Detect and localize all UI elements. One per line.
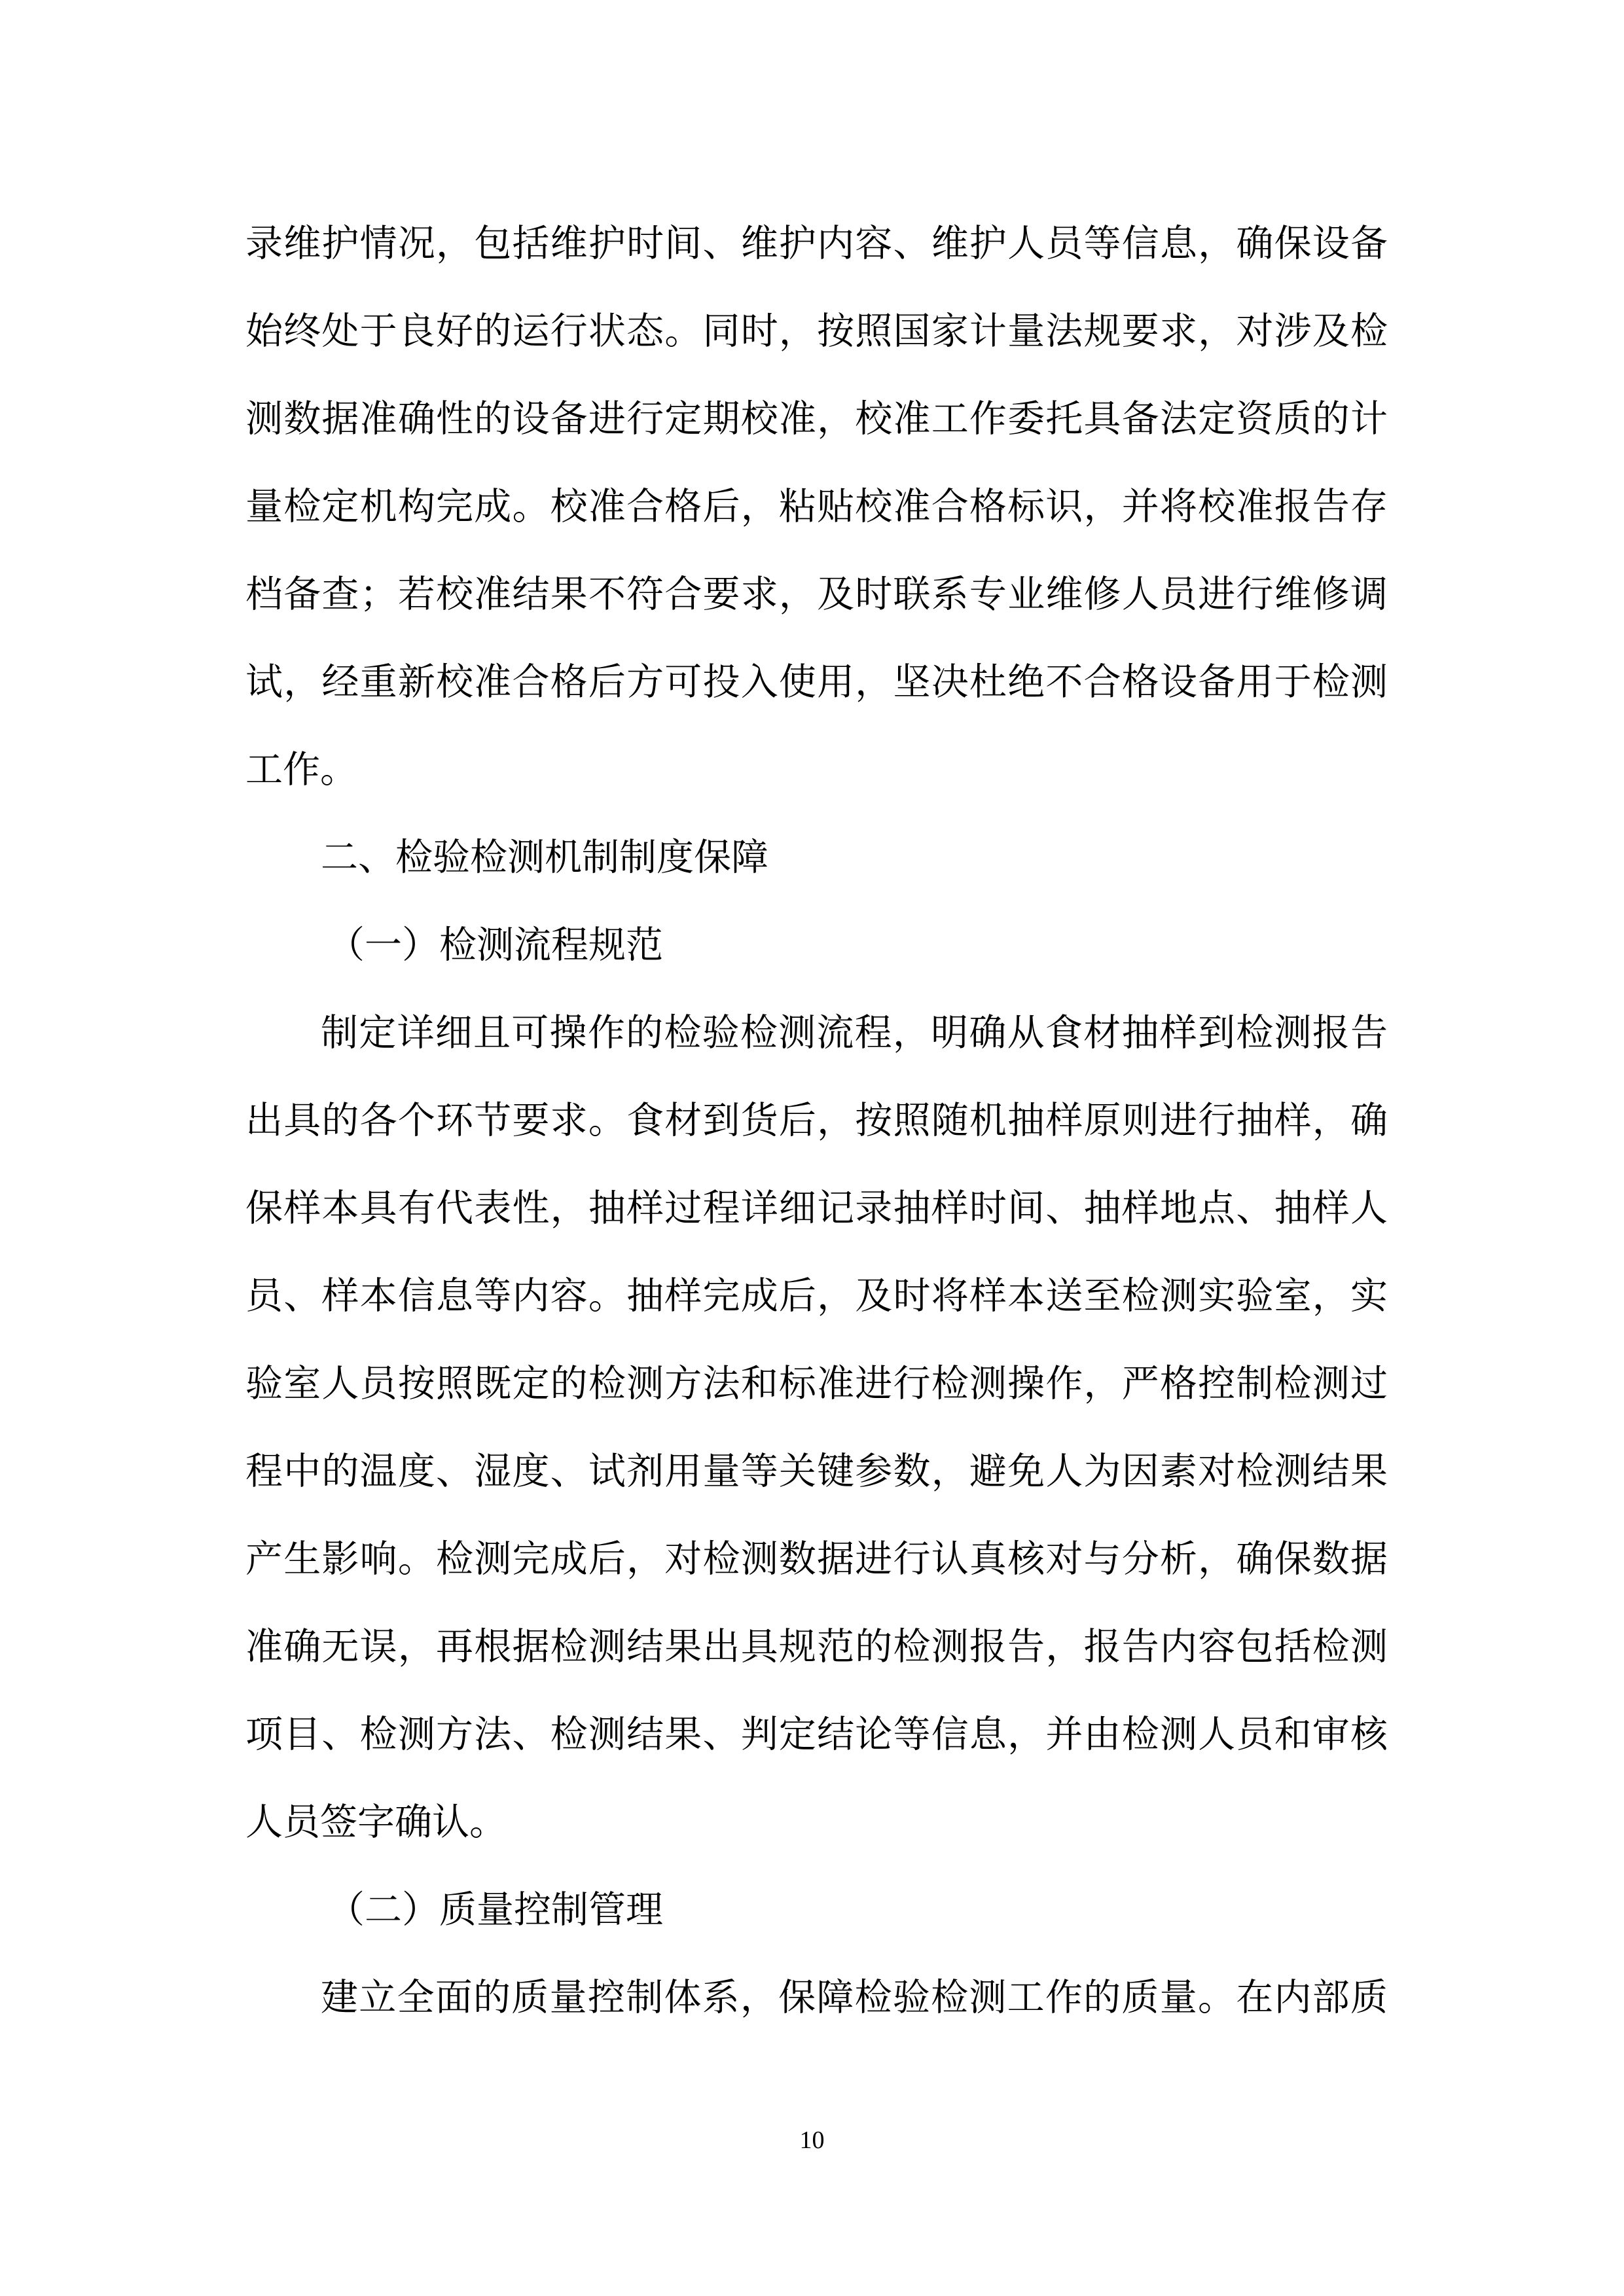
paragraph-line: 测数据准确性的设备进行定期校准，校准工作委托具备法定资质的计 (245, 397, 1388, 440)
section-heading: 二、检验检测机制制度保障 (321, 836, 768, 879)
paragraph-line: 保样本具有代表性，抽样过程详细记录抽样时间、抽样地点、抽样人 (245, 1187, 1388, 1230)
paragraph-line: 档备查；若校准结果不符合要求，及时联系专业维修人员进行维修调 (245, 573, 1388, 616)
paragraph-last-line: 工作。 (245, 748, 357, 791)
paragraph-line: 验室人员按照既定的检测方法和标准进行检测操作，严格控制检测过 (245, 1362, 1388, 1405)
paragraph-line: 录维护情况，包括维护时间、维护内容、维护人员等信息，确保设备 (245, 222, 1388, 265)
paragraph-line: 量检定机构完成。校准合格后，粘贴校准合格标识，并将校准报告存 (245, 485, 1388, 528)
paragraph-line: 产生影响。检测完成后，对检测数据进行认真核对与分析，确保数据 (245, 1537, 1388, 1581)
subsection-heading: （一）检测流程规范 (327, 924, 663, 967)
paragraph-line: 始终处于良好的运行状态。同时，按照国家计量法规要求，对涉及检 (245, 310, 1388, 353)
subsection-heading: （二）质量控制管理 (327, 1888, 663, 1931)
page-number: 10 (799, 2126, 825, 2154)
paragraph-first-line: 制定详细且可操作的检验检测流程，明确从食材抽样到检测报告 (321, 1011, 1388, 1054)
paragraph-last-line: 人员签字确认。 (245, 1801, 507, 1844)
paragraph-first-line: 建立全面的质量控制体系，保障检验检测工作的质量。在内部质 (321, 1976, 1388, 2019)
paragraph-line: 试，经重新校准合格后方可投入使用，坚决杜绝不合格设备用于检测 (245, 660, 1388, 704)
paragraph-line: 准确无误，再根据检测结果出具规范的检测报告，报告内容包括检测 (245, 1625, 1388, 1668)
paragraph-line: 项目、检测方法、检测结果、判定结论等信息，并由检测人员和审核 (245, 1713, 1388, 1756)
paragraph-line: 程中的温度、湿度、试剂用量等关键参数，避免人为因素对检测结果 (245, 1450, 1388, 1493)
paragraph-line: 员、样本信息等内容。抽样完成后，及时将样本送至检测实验室，实 (245, 1274, 1388, 1318)
paragraph-line: 出具的各个环节要求。食材到货后，按照随机抽样原则进行抽样，确 (245, 1099, 1388, 1142)
